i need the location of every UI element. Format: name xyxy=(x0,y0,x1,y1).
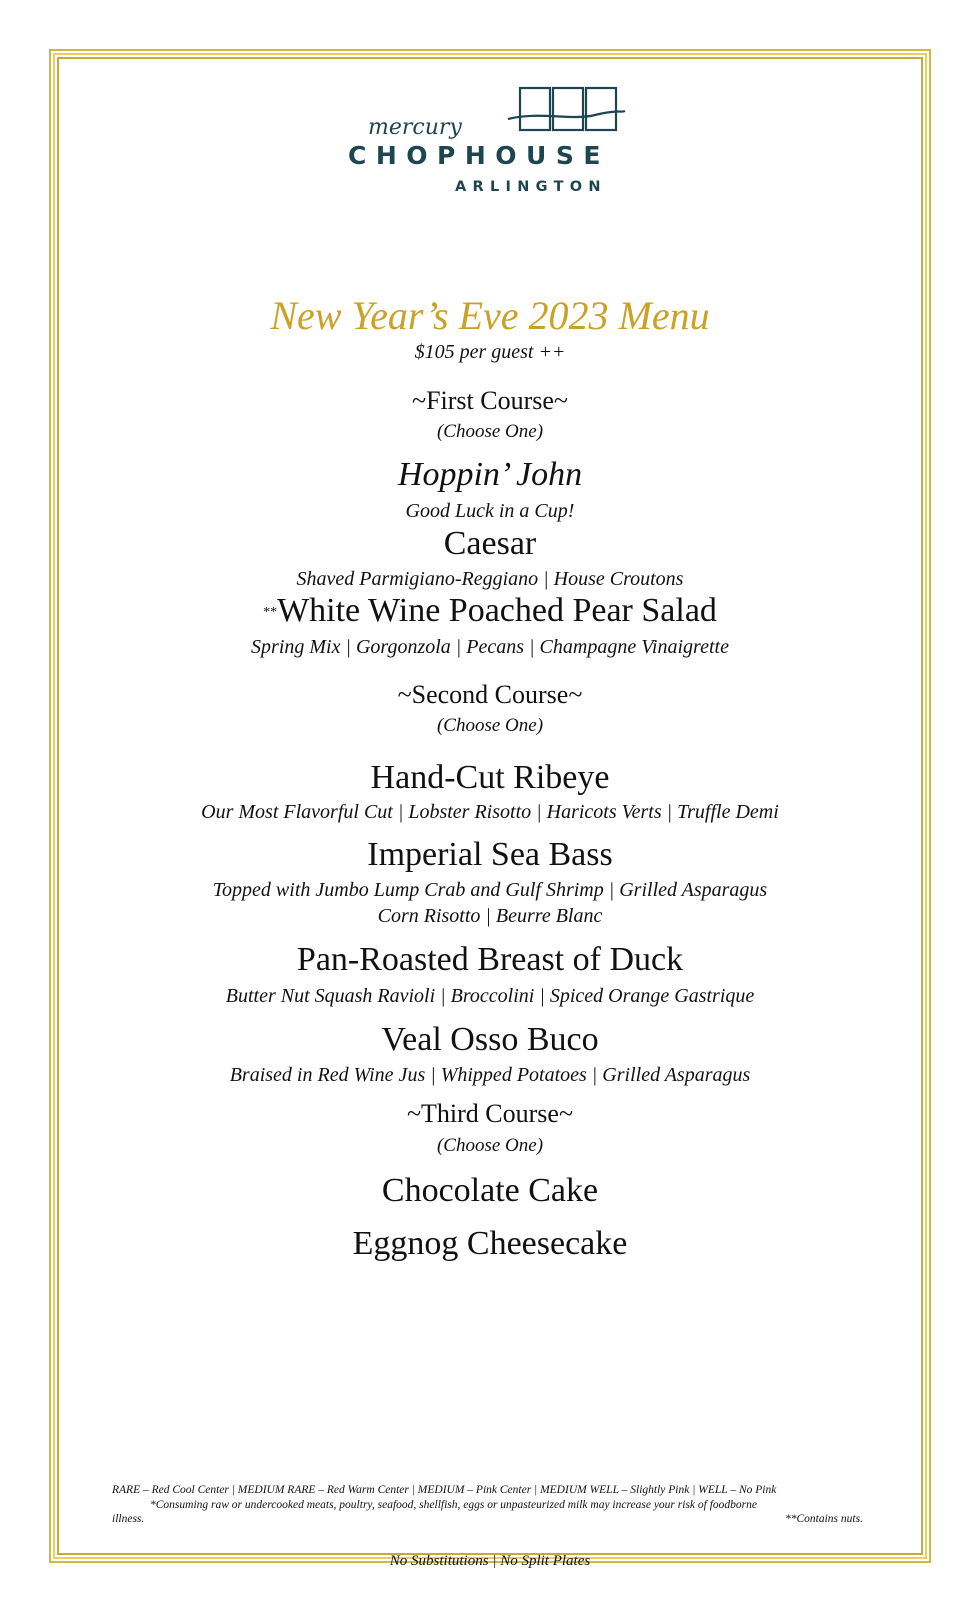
menu-price: $105 per guest ++ xyxy=(414,341,566,363)
dish-name: Imperial Sea Bass xyxy=(367,836,613,873)
course-instruction-second: (Choose One) xyxy=(436,715,544,736)
dish-description: Spring Mix | Gorgonzola | Pecans | Champagne Vinaigrette xyxy=(251,636,729,658)
dish-name: Pan-Roasted Breast of Duck xyxy=(296,941,684,978)
dish-name-row xyxy=(0,592,980,630)
course-title-third: ~Third Course~ xyxy=(406,1099,574,1128)
course-instruction-third: (Choose One) xyxy=(436,1135,544,1156)
dish-name: Hoppin’ John xyxy=(397,456,583,493)
dish-description: Topped with Jumbo Lump Crab and Gulf Shrimp | Grilled Asparagus xyxy=(212,879,768,901)
restaurant-logo xyxy=(340,85,660,205)
dish-name: Caesar xyxy=(443,525,537,562)
dish-name: Eggnog Cheesecake xyxy=(352,1225,628,1262)
dish-description: Butter Nut Squash Ravioli | Broccolini | Spiced Orange Gastrique xyxy=(225,985,755,1007)
dish-name: Chocolate Cake xyxy=(381,1172,599,1209)
raw-food-warning: *Consuming raw or undercooked meats, poultry, seafood, shellfish, eggs or unpasteurized milk may increase your risk of foodborne xyxy=(150,1499,758,1511)
dish-name: Veal Osso Buco xyxy=(381,1021,599,1058)
dish-description-continued: Corn Risotto | Beurre Blanc xyxy=(377,905,603,927)
policy-notice: No Substitutions | No Split Plates xyxy=(389,1553,591,1569)
dish-name: Hand-Cut Ribeye xyxy=(370,759,610,796)
dish-name: White Wine Poached Pear Salad xyxy=(277,592,717,629)
logo-location: ARLINGTON xyxy=(455,179,607,195)
course-title-first: ~First Course~ xyxy=(412,386,568,415)
dish-description: Shaved Parmigiano-Reggiano | House Croutons xyxy=(296,568,684,590)
dish-description: Good Luck in a Cup! xyxy=(405,500,575,522)
dish-description: Our Most Flavorful Cut | Lobster Risotto | Haricots Verts | Truffle Demi xyxy=(201,801,779,823)
logo-name: CHOPHOUSE xyxy=(348,141,610,170)
nuts-notice: **Contains nuts. xyxy=(785,1513,863,1525)
course-title-second: ~Second Course~ xyxy=(397,680,583,709)
menu-title: New Year’s Eve 2023 Menu xyxy=(270,293,710,338)
logo-script-text: mercury xyxy=(368,115,462,140)
raw-food-warning-continued: illness. xyxy=(112,1513,145,1525)
contains-nuts-marker: ** xyxy=(263,605,278,621)
dish-description: Braised in Red Wine Jus | Whipped Potatoes | Grilled Asparagus xyxy=(229,1064,751,1086)
course-instruction-first: (Choose One) xyxy=(436,421,544,442)
doneness-guide: RARE – Red Cool Center | MEDIUM RARE – Red Warm Center | MEDIUM – Pink Center | MEDIUM WELL – Slightly Pink | WELL – No Pink xyxy=(112,1484,777,1496)
